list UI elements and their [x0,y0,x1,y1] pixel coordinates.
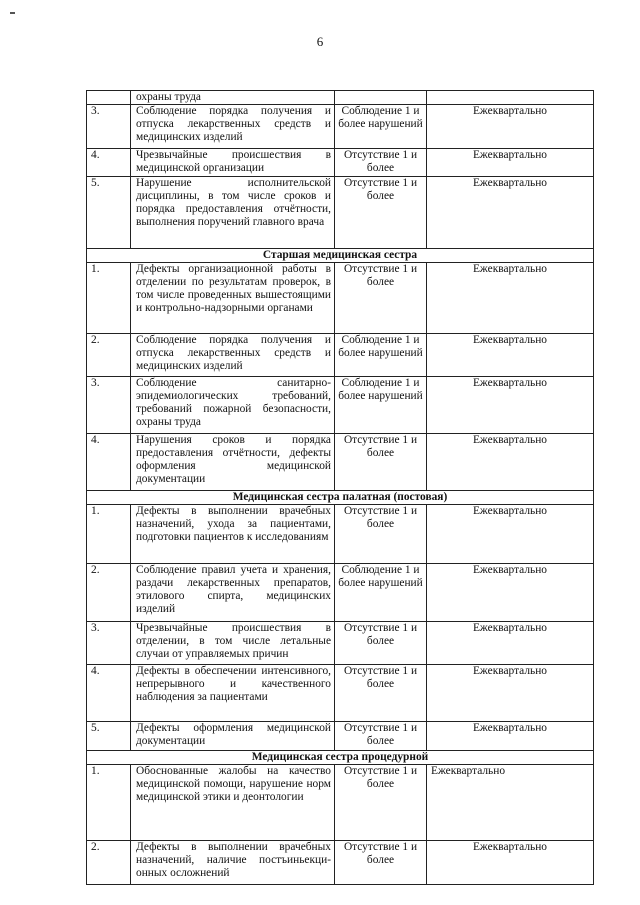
criterion-value: Отсутствие 1 и более [335,765,427,841]
table-row [87,334,594,377]
table-row [87,665,594,722]
row-number: 3. [87,105,131,149]
criterion-value: Отсутствие 1 и более [335,722,427,751]
section-header-row [87,751,594,765]
criterion-description: Нарушения сроков и порядка предоставления отчётности, дефекты оформления медицинской документации [131,434,335,491]
criterion-value: Отсутствие 1 и более [335,841,427,885]
evaluation-period: Ежеквартально [427,149,594,177]
evaluation-period: Ежеквартально [427,665,594,722]
table-row [87,91,594,105]
row-number: 1. [87,505,131,564]
criterion-value: Отсутствие 1 и более [335,177,427,249]
criterion-description: Обоснованные жалобы на качество медицинской помощи, нарушение норм медицинской этики и деонтологии [131,765,335,841]
criterion-value: Соблюдение 1 и более нарушений [335,377,427,434]
evaluation-period: Ежеквартально [427,105,594,149]
criterion-description: Дефекты оформления медицинской документации [131,722,335,751]
row-number [87,91,131,105]
row-number: 5. [87,177,131,249]
criterion-description: Чрезвычайные происшествия в отделении, в том числе летальные случаи от управляемых причин [131,622,335,665]
criteria-table-body [87,91,594,885]
criterion-description: Чрезвычайные происшествия в медицинской организации [131,149,335,177]
criterion-description: Дефекты организационной работы в отделении по результатам проверок, в том числе проведенных вышестоящими и контрольно-надзорными органами [131,263,335,334]
row-number: 1. [87,263,131,334]
criterion-description: Дефекты в выполнении врачебных назначений, наличие постъиньекци-онных осложнений [131,841,335,885]
scan-mark [10,12,15,14]
evaluation-period: Ежеквартально [427,564,594,622]
row-number: 2. [87,564,131,622]
evaluation-period [427,91,594,105]
criterion-value [335,91,427,105]
criterion-description: Соблюдение санитарно-эпидемиологических требований, требований пожарной безопасности, охраны труда [131,377,335,434]
table-row [87,434,594,491]
evaluation-period: Ежеквартально [427,177,594,249]
evaluation-period: Ежеквартально [427,841,594,885]
criterion-value: Соблюдение 1 и более нарушений [335,564,427,622]
criterion-description: охраны труда [131,91,335,105]
evaluation-period: Ежеквартально [427,722,594,751]
criterion-value: Соблюдение 1 и более нарушений [335,334,427,377]
section-title: Медицинская сестра палатная (постовая) [87,491,594,505]
row-number: 5. [87,722,131,751]
criteria-table [86,90,594,885]
criterion-value: Соблюдение 1 и более нарушений [335,105,427,149]
table-row [87,149,594,177]
table-row [87,841,594,885]
section-header-row [87,249,594,263]
criterion-value: Отсутствие 1 и более [335,622,427,665]
table-row [87,765,594,841]
criterion-description: Соблюдение порядка получения и отпуска лекарственных средств и медицинских изделий [131,105,335,149]
evaluation-period: Ежеквартально [427,434,594,491]
row-number: 4. [87,665,131,722]
table-row [87,505,594,564]
section-header-row [87,491,594,505]
section-title: Старшая медицинская сестра [87,249,594,263]
table-row [87,564,594,622]
row-number: 4. [87,149,131,177]
row-number: 1. [87,765,131,841]
criterion-description: Нарушение исполнительской дисциплины, в том числе сроков и порядка предоставления отчётности, выполнения поручений главного врача [131,177,335,249]
criterion-value: Отсутствие 1 и более [335,149,427,177]
page-number: 6 [316,34,324,49]
criterion-value: Отсутствие 1 и более [335,263,427,334]
table-row [87,722,594,751]
evaluation-period: Ежеквартально [427,622,594,665]
criterion-value: Отсутствие 1 и более [335,505,427,564]
criterion-description: Соблюдение порядка получения и отпуска лекарственных средств и медицинских изделий [131,334,335,377]
evaluation-period: Ежеквартально [427,377,594,434]
criterion-value: Отсутствие 1 и более [335,665,427,722]
evaluation-period: Ежеквартально [427,263,594,334]
row-number: 2. [87,841,131,885]
row-number: 2. [87,334,131,377]
criterion-description: Дефекты в выполнении врачебных назначений, ухода за пациентами, подготовки пациентов к исследованиям [131,505,335,564]
table-row [87,177,594,249]
evaluation-period: Ежеквартально [427,334,594,377]
table-row [87,377,594,434]
row-number: 4. [87,434,131,491]
evaluation-period: Ежеквартально [427,765,594,841]
criterion-value: Отсутствие 1 и более [335,434,427,491]
row-number: 3. [87,377,131,434]
table-row [87,263,594,334]
criterion-description: Дефекты в обеспечении интенсивного, непрерывного и качественного наблюдения за пациентами [131,665,335,722]
row-number: 3. [87,622,131,665]
criterion-description: Соблюдение правил учета и хранения, раздачи лекарственных препаратов, этилового спирта, медицинских изделий [131,564,335,622]
table-row [87,622,594,665]
section-title: Медицинская сестра процедурной [87,751,594,765]
evaluation-period: Ежеквартально [427,505,594,564]
table-row [87,105,594,149]
